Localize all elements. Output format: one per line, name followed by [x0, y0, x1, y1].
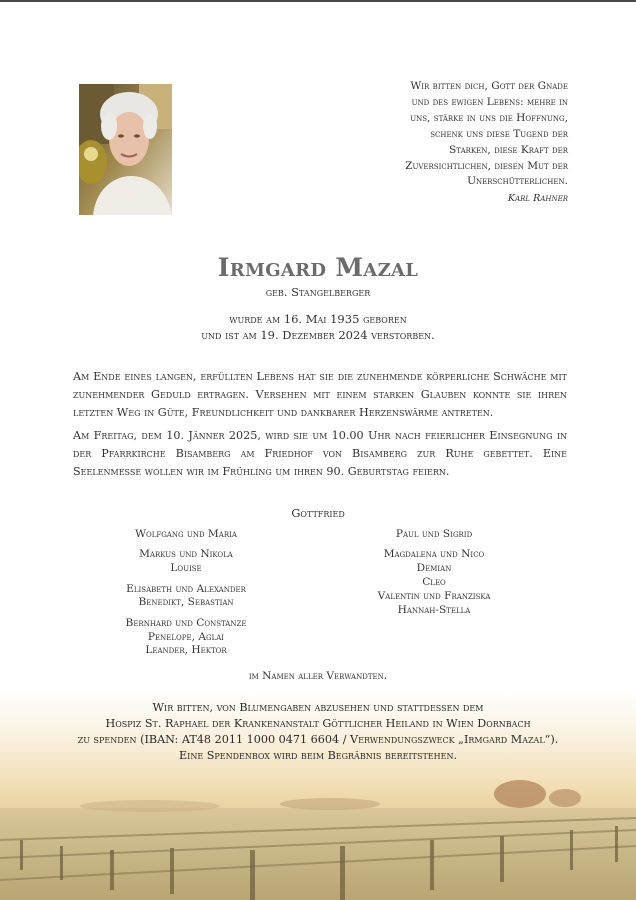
family-member: Leander, Hektor	[145, 644, 227, 657]
donation-notice	[0, 700, 636, 764]
family-member: Elisabeth und Alexander	[126, 582, 246, 595]
maiden-name: geb. Stangelberger	[265, 285, 371, 299]
poem-line: Starken, diese Kraft der	[449, 143, 568, 156]
funeral-paragraph: Am Freitag, dem 10. Jänner 2025, wird sie um 10.00 Uhr nach feierlicher Einsegnung in der Pfarrkirche Bisamberg am Friedhof von Bisamberg zur Ruhe gebettet. Eine Seelenmesse wollen wir im Frühling um ihren 90. Geburtstag feiern.	[73, 429, 567, 479]
poem-line: und des ewigen Lebens: mehre in	[411, 95, 568, 108]
family-member: Paul und Sigrid	[395, 528, 473, 540]
family-member: Markus und Nikola	[139, 548, 233, 561]
poem-line: Unerschütterlichen.	[467, 175, 568, 188]
top-border-line	[0, 0, 636, 2]
relatives-line: im Namen aller Verwandten.	[248, 670, 388, 682]
spouse-name: Gottfried	[291, 506, 345, 520]
family-member: Cleo	[422, 575, 446, 588]
poem-line: Zuversichtlichen, diesen Mut der	[405, 159, 568, 172]
poem-line: schenk uns diese Tugend der	[430, 127, 568, 140]
portrait-photo	[79, 84, 172, 215]
family-group	[86, 528, 286, 542]
poem-quote	[330, 79, 568, 207]
family-column-right	[334, 528, 534, 624]
born-line: wurde am 16. Mai 1935 geboren	[229, 312, 407, 326]
family-member: Demian	[416, 562, 452, 575]
donation-line: Wir bitten, von Blumengaben abzusehen und stattdessen dem	[152, 701, 484, 714]
family-member: Bernhard und Constanze	[125, 616, 247, 629]
donation-line: zu spenden (IBAN: AT48 2011 1000 0471 6604 / Verwendungszweck „Irmgard Mazal“).	[77, 733, 559, 746]
poem-author: Karl Rahner	[507, 193, 568, 205]
family-member: Hannah-Stella	[397, 603, 471, 616]
poem-line: Wir bitten dich, Gott der Gnade	[410, 80, 568, 92]
family-member: Penelope, Aglai	[147, 630, 225, 643]
donation-line: Eine Spendenbox wird beim Begräbnis bereitstehen.	[179, 749, 457, 762]
family-member: Benedikt, Sebastian	[138, 596, 234, 609]
family-member: Louise	[170, 562, 202, 575]
life-paragraph: Am Ende eines langen, erfüllten Lebens hat sie die zunehmende körperliche Schwäche mit zunehmender Geduld ertragen. Versehen mit einem starken Glauben konnte sie ihren letzten Weg in Güte, Freundlichkeit und dankbarer Herzenswärme antreten.	[73, 370, 567, 420]
donation-line: Hospiz St. Raphael der Krankenanstalt Göttlicher Heiland in Wien Dornbach	[105, 717, 531, 730]
family-group	[86, 548, 286, 576]
family-group	[334, 548, 534, 617]
family-member: Magdalena und Nico	[383, 548, 485, 561]
family-group	[86, 617, 286, 658]
family-member: Valentin und Franziska	[377, 589, 491, 602]
deceased-name: Irmgard Mazal	[217, 253, 419, 282]
family-group	[334, 528, 534, 542]
family-group	[86, 583, 286, 611]
life-dates	[0, 311, 636, 343]
family-column-left	[86, 528, 286, 665]
died-line: und ist am 19. Dezember 2024 verstorben.	[201, 328, 435, 342]
poem-line: uns, stärke in uns die Hoffnung,	[410, 111, 568, 124]
family-member: Wolfgang und Maria	[135, 528, 237, 540]
